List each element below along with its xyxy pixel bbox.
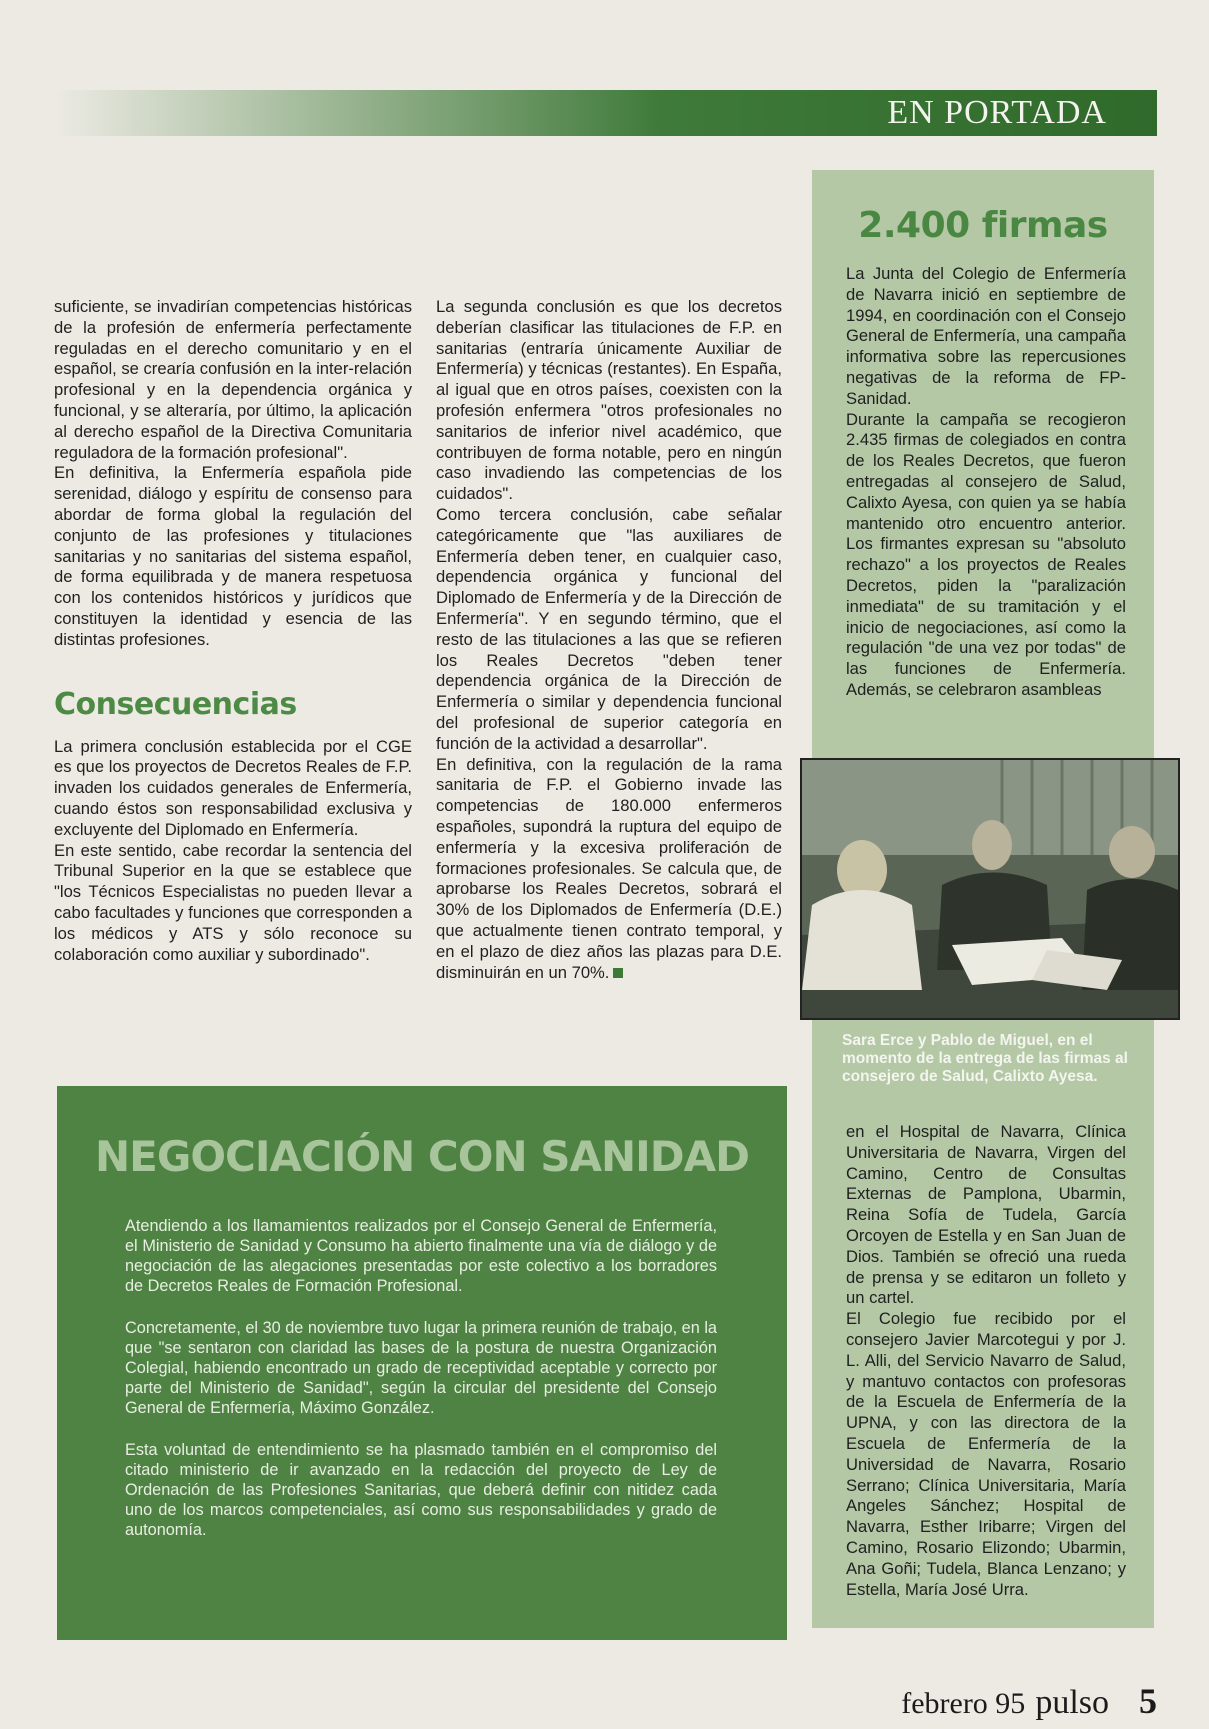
paragraph: Concretamente, el 30 de noviembre tuvo lugar la primera reunión de trabajo, en la que "se sentaron con claridad las bases de la postura de nuestra Organización Colegial, habiendo encontrado un grado de receptividad aceptable y correcto por parte del Ministerio de Sanidad", según la circular del presidente del Consejo General de Enfermería, Máximo González. [125,1319,717,1417]
article-column-2 [436,297,782,983]
paragraph: Atendiendo a los llamamientos realizados por el Consejo General de Enfermería, el Ministerio de Sanidad y Consumo ha abierto finalmente una vía de diálogo y de negociación de las alegaciones presentadas por este colectivo a los borradores de Decretos Reales de Formación Profesional. [125,1217,717,1295]
paragraph [436,755,782,984]
photo-caption: Sara Erce y Pablo de Miguel, en el momento de la entrega de las firmas al consejero de Salud, Calixto Ayesa. [842,1032,1128,1085]
meeting-photo-image [802,760,1178,1018]
paragraph: En definitiva, la Enfermería española pide serenidad, diálogo y espíritu de consenso para abordar de forma global la regulación del conjunto de las profesiones y titulaciones sanitarias y no sanitarias del sistema español, de forma equilibrada y de manera respetuosa con los contenidos históricos y jurídicos que constituyen la identidad y esencia de las distintas profesiones. [54,463,412,649]
sidebar-text-bottom [846,1122,1126,1600]
section-header-bar [55,90,1157,136]
paragraph: Durante la campaña se recogieron 2.435 firmas de colegiados en contra de los Reales Decretos, que fueron entregadas al consejero de Salud, Calixto Ayesa, con quien ya se había mantenido otro encuentro anterior. Los firmantes expresan su "absoluto rechazo" a los proyectos de Reales Decretos, piden la "paralización inmediata" de su tramitación y el inicio de negociaciones, así como la regulación "de una vez por todas" de las funciones de Enfermería. Además, se celebraron asambleas [846,409,1126,699]
end-of-article-mark [613,968,623,978]
box-title: NEGOCIACIÓN CON SANIDAD [95,1132,749,1181]
paragraph: En este sentido, cabe recordar la sentencia del Tribunal Superior en la que se establece que "los Técnicos Especialistas no pueden llevar a cabo facultades y funciones que corresponden a los médicos y ATS y sólo reconoce su colaboración como auxiliar y subordinado". [54,840,412,964]
paragraph: La primera conclusión establecida por el CGE es que los proyectos de Decretos Reales de F.P. invaden los cuidados generales de Enfermería, cuando éstos son responsabilidad exclusiva y excluyente del Diplomado en Enfermería. [54,736,412,839]
section-label: EN PORTADA [887,94,1107,131]
paragraph: La segunda conclusión es que los decretos deberían clasificar las titulaciones de F.P. en sanitarias (entraría únicamente Auxiliar de Enfermería) y técnicas (restantes). En España, al igual que en otros países, coexisten con la profesión enfermera "otros profesionales no sanitarios de inferior nivel académico, que contribuyen de forma notable, pero en ningún caso invadiendo las competencias de los cuidados". [436,297,782,504]
box-body [125,1216,717,1562]
issue-date: febrero 95 [901,1687,1026,1720]
paragraph: Como tercera conclusión, cabe señalar categóricamente que "las auxiliares de Enfermería deben tener, en cualquier caso, dependencia orgánica y funcional del Diplomado de Enfermería y de la Dirección de Enfermería". Y en segundo término, que el resto de las titulaciones a las que se refieren los Reales Decretos "deben tener dependencia orgánica de la Dirección de Enfermería o similar y dependencia funcional del profesional de superior categoría en función de la actividad a desarrollar". [436,504,782,753]
page-number: 5 [1139,1681,1157,1721]
sidebar-text-top [846,264,1126,701]
paragraph-text: En definitiva, con la regulación de la rama sanitaria de F.P. el Gobierno invade las competencias de 180.000 enfermeros españoles, supondrá la ruptura del equipo de enfermería y la excesiva proliferación de formaciones profesionales. Se calcula que, de aprobarse los Reales Decretos, sobrará el 30% de los Diplomados de Enfermería (D.E.) que actualmente tienen contrato temporal, y en el plazo de diez años las plazas para D.E. disminuirán en un 70%. [436,754,782,982]
meeting-photo [800,758,1180,1020]
paragraph: El Colegio fue recibido por el consejero Javier Marcotegui y por J. L. Alli, del Servicio Navarro de Salud, y mantuvo contactos con profesoras de la Escuela de Enfermería de la UPNA, y con las directora de la Escuela de Enfermería de la Universidad de Navarra, Rosario Serrano; Clínica Universitaria, María Angeles Sánchez; Hospital de Navarra, Esther Iribarre; Virgen del Camino, Rosario Elizondo; Ubarmin, Ana Goñi; Tudela, Blanca Lenzano; y Estella, María José Urra. [846,1309,1126,1599]
paragraph: Esta voluntad de entendimiento se ha plasmado también en el compromiso del citado ministerio de ir avanzado en la redacción del proyecto de Ley de Ordenación de las Profesiones Sanitarias, que deberá definir con nitidez cada uno de los marcos competenciales, así como sus responsabilidades y grado de autonomía. [125,1441,717,1539]
paragraph: en el Hospital de Navarra, Clínica Universitaria de Navarra, Virgen del Camino, Centro de Consultas Externas de Pamplona, Ubarmin, Reina Sofía de Tudela, García Orcoyen de Estella y en San Juan de Dios. También se ofreció una rueda de prensa y se editaron un folleto y un cartel. [846,1122,1126,1308]
negotiation-box [57,1086,787,1640]
subheading: Consecuencias [54,686,297,722]
paragraph: La Junta del Colegio de Enfermería de Navarra inició en septiembre de 1994, en coordinación con el Consejo General de Enfermería, una campaña informativa sobre las repercusiones negativas de la reforma de FP-Sanidad. [846,264,1126,408]
page-footer [901,1680,1157,1722]
sidebar-title: 2.400 firmas [858,205,1108,246]
paragraph: suficiente, se invadirían competencias históricas de la profesión de enfermería perfectamente reguladas en el derecho comunitario y en el español, se crearía confusión en la inter-relación profesional y en la dependencia orgánica y funcional, y se alteraría, por último, la aplicación al derecho español de la Directiva Comunitaria reguladora de la formación profesional". [54,297,412,462]
article-column-1 [54,297,412,965]
faded-headline-ghost [40,210,800,280]
publication-name: pulso [1035,1684,1109,1721]
